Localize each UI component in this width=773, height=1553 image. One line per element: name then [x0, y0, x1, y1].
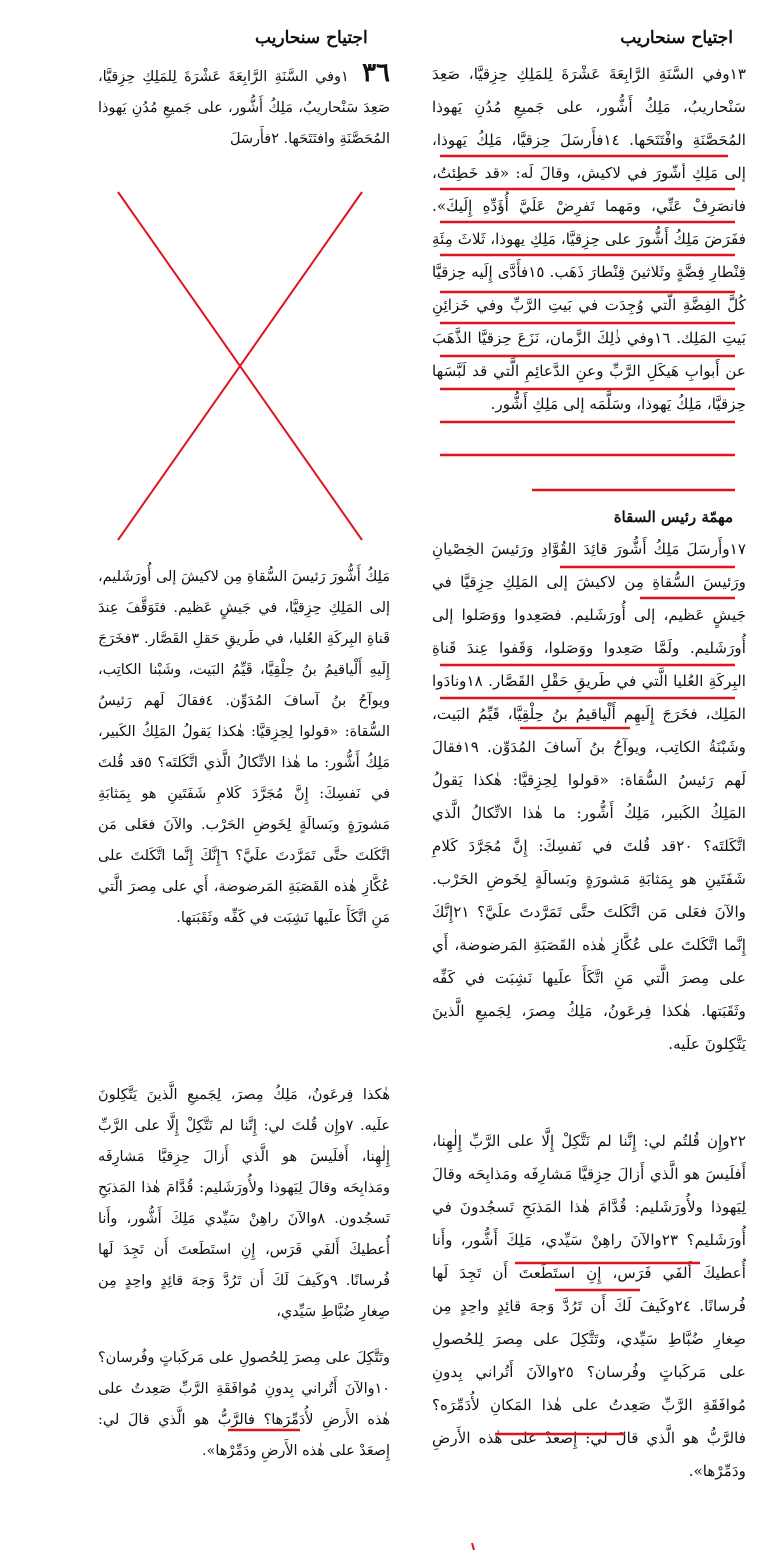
left-para-2-text: مَلِكُ أَشُّورَ رَئيسَ السُّقاةِ مِن لاكيشَ إلى أُورَشَليم، إلى المَلِكِ حِزِقيَّا، في جَيشٍ عَظيم. فتَوَقَّفَ عِندَ قَناةِ البِركَةِ العُليا، في طَريقِ حَقلِ القَصَّار. ٣فخَرَجَ إِلَيهِ أَلْياقيمُ بنُ حِلْقِيَّا، قَيِّمُ البَيت، وشَبْنا الكاتِب، ويوآحُ بنُ آسافَ المُدَوِّن. ٤فقالَ لَهم رَئيسُ السُّقاة: «قولوا لِحِزِقيَّا: هٰكذا يَقولُ المَلِكُ الكَبير، مَلِكُ أَشُّور: ما هٰذا الاتِّكالُ الَّذي اتَّكَلتَه؟ ٥قد قُلتَ في نَفسِكَ: إِنَّ مُجَرَّدَ كَلامِ شَفَتَينِ هو بِمَثابَةِ مَشورَةٍ وبَسالَةٍ لِخَوضِ الحَرْب. والآنَ فعَلى مَن اتَّكَلتَ حتَّى تَمَرَّدتَ علَيَّ؟ ٦إِنَّكَ إِنَّما اتَّكَلتَ على عُكَّازِ هٰذه القَصَبَةِ المَرضوضة، أَي على مِصرَ الَّتي مَنِ اتَّكَأَ علَيها نَشِبَت في كَفِّه وثَقَبَتها.	[98, 569, 390, 926]
right-para-1-text: ١٣وفي السَّنَةِ الرَّابِعَةَ عَشْرَةَ لِلمَلِكِ حِزِقيَّا، صَعِدَ سَنْحاريبُ، مَلِكُ أَشُّور، على جَميعِ مُدُنِ يَهوذا المُحَصَّنَةِ وافْتَتَحَها. ١٤فأَرسَلَ حِزقيَّا، مَلِكُ يَهوذا، إلى مَلِكِ أشّورَ في لاكيش، وقالَ لَه: «قد خَطِئتُ، فانصَرِفْ عَنِّي، ومَهما تَفرِضْ عَلَيَّ أُؤَدِّهِ إِلَيكَ». ففَرَضَ مَلِكُ أَشُّورَ على حِزِقيَّا، مَلِكِ يهوذا، ثَلاثَ مِئَةِ قِنْطارِ فِضَّةٍ وثَلاثينَ قِنْطارَ ذَهَب. ١٥فأَدَّى إِلَيه حِزقيَّا كُلَّ الفِضَّةِ الَّتي وُجِدَت في بَيتِ الرَّبِّ وفي خَزائِنِ بَيتِ المَلِك. ١٦وفي ذٰلِكَ الزَّمان، نَزَعَ حِزقيَّا الذَّهَبَ عن أَبوابِ هَيكَلِ الرَّبِّ وعنِ الدَّعائِمِ الَّتي قد لَبَّسَها حِزقيَّا، مَلِكُ يَهوذا، وسَلَّمَه إلى مَلِكِ أَشُّور.	[432, 65, 746, 413]
section-title: مهمّة رئيس السقاة	[613, 508, 733, 526]
left-para-1-text: ١وفي السَّنَةِ الرَّابِعَةَ عَشْرَةَ لِلمَلِكِ حِزِقيَّا، صَعِدَ سَنْحاريبُ، مَلِكُ أَشُّور، على جَميعِ مُدُنِ يَهوذا المُحَصَّنَةِ وافتَتَحَها. ٢فأَرسَلَ	[98, 69, 390, 147]
red-mark	[472, 1543, 474, 1550]
left-para-3-text: هٰكذا فِرعَونُ، مَلِكُ مِصرَ، لِجَميعِ الَّذينَ يَتَّكِلونَ علَيه. ٧وإِن قُلتَ لي: إِنَّنا لم نَتَّكِلْ إِلَّا على الرَّبِّ إِلٰهِنا، أَفلَيسَ هو الَّذي أَزالَ حِزِقيَّا مَشارِفَه ومَذابِحَه وقالَ لِيَهوذا ولأُورَشَليم: قُدَّامَ هٰذا المَذبَحِ تَسجُدون. ٨والآنَ راهِنْ سَيِّدي مَلِكَ أَشُّور، وأَنا أُعطيكَ أَلفَي فَرَس، إِنِ استَطَعتَ أَن تَجِدَ لَها فُرسانًا. ٩وكَيفَ لَكَ أَن تَرُدَّ وَجهَ قائِدٍ واحِدٍ مِن صِغارِ ضُبَّاطِ سَيِّدي،	[98, 1087, 390, 1320]
left-column-header: اجتياح سنحاريب	[255, 28, 368, 48]
right-para-2-text: ١٧وأَرسَلَ مَلِكُ أَشُّورَ قائِدَ القُوَّادِ ورَئيسَ الخِصْيانِ ورَئيسَ السُّقاةِ مِن لاكيشَ إلى المَلِكِ حِزِقيَّا في جَيشٍ عَظيم، إلى أُورَشَليم. فصَعِدوا ووَصَلوا إلى أُورَشَليم. ولَمَّا صَعِدوا ووَصَلوا، وَقَفوا عِندَ قَناةِ البِركَةِ العُليا الَّتي في طَريقِ حَقْلِ القَصَّار. ١٨ونادَوا المَلِك، فخَرَجَ إِلَيهِم أَلْياقيمُ بنُ حِلْقِيَّا، قَيِّمُ البَيت، وشَبْنَةُ الكاتِب، ويوآحُ بنُ آسافَ المُدَوِّن. ١٩فقالَ لَهم رَئيسُ السُّقاة: «قولوا لِحِزِقيَّا: هٰكذا يَقولُ المَلِكُ الكَبير، مَلِكُ أَشُّور: ما هٰذا الاتِّكالُ الَّذي اتَّكَلتَه؟ ٢٠قد قُلتَ في نَفسِكَ: إِنَّ مُجَرَّدَ كَلامِ شَفَتَينِ هو بِمَثابَةِ مَشورَةٍ وبَسالَةٍ لِخَوضِ الحَرْب. والآنَ فعَلى مَن اتَّكَلتَ حتَّى تَمَرَّدتَ علَيَّ؟ ٢١إِنَّكَ إِنَّما اتَّكَلتَ على عُكَّازِ هٰذه القَصَبَةِ المَرضوضة، أَي على مِصرَ الَّتي مَنِ اتَّكَأَ علَيها نَشِبَت في كَفِّه وثَقَبَتها. هٰكذا فِرعَونُ، مَلِكُ مِصرَ، لِجَميعِ الَّذينَ يَتَّكِلونَ علَيه.	[432, 540, 746, 1053]
left-para-4-text: وتَتَّكِلَ على مِصرَ لِلحُصولِ على مَركَباتٍ وفُرسان؟ ١٠والآنَ أَتُراني بِدونِ مُوافَقَةِ الرَّبِّ صَعِدتُ على هٰذه الأَرضِ لأُدَمِّرَها؟ فالرَّبُّ هو الَّذي قالَ لي: إِصعَدْ على هٰذه الأَرضِ ودَمِّرْها».	[98, 1350, 390, 1459]
right-underlines	[440, 156, 735, 1434]
chapter-number: ٣٦	[362, 58, 391, 88]
right-para-3-text: ٢٢وإِن قُلتُم لي: إِنَّنا لم نَتَّكِلْ إِلَّا على الرَّبِّ إِلٰهِنا، أَفلَيسَ هو الَّذي أَزالَ حِزِقيَّا مَشارِفَه ومَذابِحَه وقالَ لِيَهوذا ولأُورَشَليم: قُدَّامَ هٰذا المَذبَحِ تَسجُدونَ في أُورَشَليم؟ ٢٣والآنَ راهِنْ سَيِّدي، مَلِكَ أَشُّور، وأَنا أُعطيكَ أَلفَي فَرَس، إِنِ استَطَعتَ أَن تَجِدَ لَها فُرسانًا. ٢٤وكَيفَ لَكَ أَن تَرُدَّ وَجهَ قائِدٍ واحِدٍ مِن صِغارِ ضُبَّاطِ سَيِّدي، وتَتَّكِلَ على مِصرَ لِلحُصولِ على مَركَباتٍ وفُرسان؟ ٢٥والآنَ أَتُراني بِدونِ مُوافَقَةِ الرَّبِّ صَعِدتُ على هٰذا المَكانِ لأُدَمِّرَه؟ فالرَّبُّ هو الَّذي قالَ لي: إِصعَدْ على هٰذه الأَرضِ ودَمِّرْها».	[432, 1132, 746, 1480]
right-column-header: اجتياح سنحاريب	[620, 28, 733, 48]
